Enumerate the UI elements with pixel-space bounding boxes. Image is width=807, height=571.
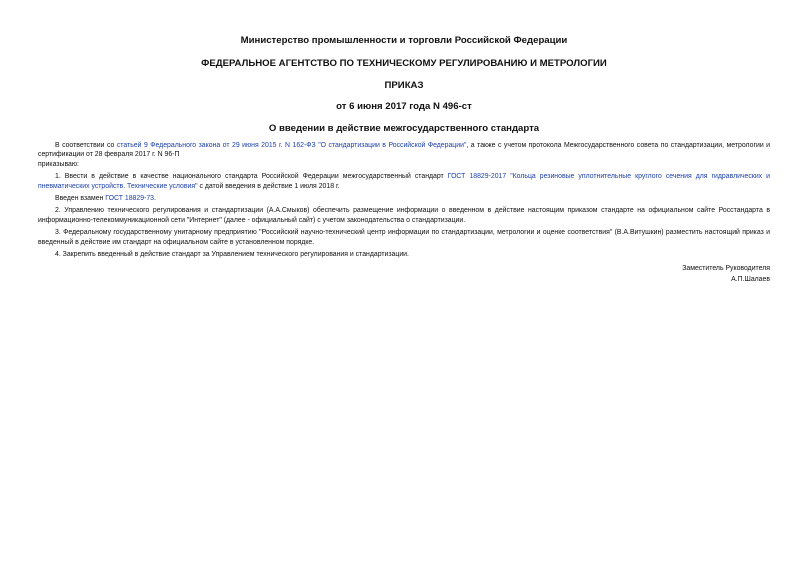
item-4-paragraph: 4. Закрепить введенный в действие стандарт за Управлением технического регулирования и стандартизации. bbox=[55, 251, 409, 259]
subject-heading: О введении в действие межгосударственного стандарта bbox=[268, 123, 540, 134]
replacement-paragraph bbox=[38, 194, 770, 203]
document-type-heading: ПРИКАЗ bbox=[384, 80, 424, 91]
preamble-paragraph bbox=[38, 141, 770, 160]
item-2-paragraph: 2. Управлению технического регулирования и стандартизации (А.А.Смыков) обеспечить размещение информации о введенном в действие настоящим приказом стандарте на официальном сайте Росстандарта в информационно-телекоммуникационной сети "Интернет" (далее - официальный сайт) с учетом законодательства о стандартизации. bbox=[38, 207, 770, 224]
order-closing: приказываю: bbox=[38, 160, 79, 168]
item-3-paragraph: 3. Федеральному государственному унитарному предприятию "Российский научно-технический центр информации по стандартизации, метрологии и оценке соответствия" (В.А.Витушкин) разместить настоящий приказ и введенный в действие им стандарт на официальном сайте в установленном порядке. bbox=[38, 229, 770, 246]
ministry-heading: Министерство промышленности и торговли Российской Федерации bbox=[240, 35, 568, 46]
gost-18829-73-link[interactable]: ГОСТ 18829-73 bbox=[105, 195, 154, 203]
item-1-text-start: 1. Ввести в действие в качестве национального стандарта Российской Федерации межгосударственный стандарт bbox=[55, 173, 448, 181]
signatory-position: Заместитель Руководителя bbox=[682, 265, 770, 273]
preamble-text-end: , а также с учетом протокола Межгосударственного совета по стандартизации, метрологии и сертификации от 28 февраля 2017 г. N 96-П bbox=[38, 142, 771, 159]
signatory-name: А.П.Шалаев bbox=[731, 276, 770, 284]
item-1-paragraph bbox=[38, 172, 770, 191]
gost-18829-2017-link[interactable]: ГОСТ 18829-2017 "Кольца резиновые уплотнительные круглого сечения для гидравлических и пневматических устройств. Технические условия" bbox=[38, 173, 770, 190]
replacement-end: . bbox=[154, 195, 156, 203]
document-body bbox=[38, 141, 770, 259]
federal-law-link[interactable]: статьей 9 Федерального закона от 29 июня 2015 г. N 162-ФЗ "О стандартизации в Российской Федерации" bbox=[116, 142, 467, 149]
replacement-text: Введен взамен bbox=[55, 195, 106, 203]
signature-block bbox=[38, 263, 770, 285]
preamble-text-start: В соответствии со bbox=[55, 142, 117, 149]
agency-heading: ФЕДЕРАЛЬНОЕ АГЕНТСТВО ПО ТЕХНИЧЕСКОМУ РЕГУЛИРОВАНИЮ И МЕТРОЛОГИИ bbox=[201, 58, 607, 69]
item-1-text-end: с датой введения в действие 1 июля 2018 г. bbox=[197, 182, 340, 190]
date-number-heading: от 6 июня 2017 года N 496-ст bbox=[336, 101, 472, 112]
document-page bbox=[38, 0, 770, 285]
